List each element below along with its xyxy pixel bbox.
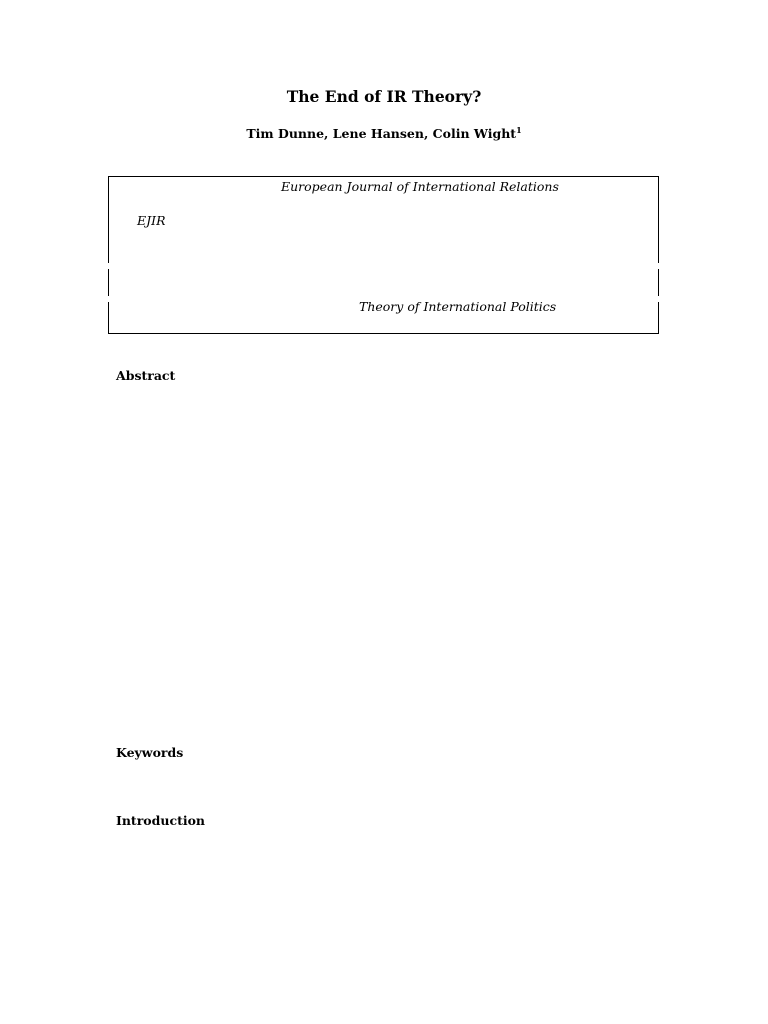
book-title: Theory of International Politics xyxy=(359,299,557,314)
editorial-note-box xyxy=(108,176,659,334)
box-border-gap xyxy=(107,263,110,269)
abstract-heading: Abstract xyxy=(116,368,176,383)
introduction-heading: Introduction xyxy=(116,813,206,828)
box-border-gap xyxy=(657,263,660,269)
author-names: Tim Dunne, Lene Hansen, Colin Wight xyxy=(246,126,517,141)
keywords-heading: Keywords xyxy=(116,745,184,760)
author-footnote-marker: 1 xyxy=(516,124,522,135)
journal-name: European Journal of International Relations xyxy=(281,179,559,194)
paper-title: The End of IR Theory? xyxy=(286,87,482,106)
box-border-gap xyxy=(657,296,660,302)
journal-abbreviation: EJIR xyxy=(137,213,166,228)
paper-authors xyxy=(0,125,768,142)
box-border-gap xyxy=(107,296,110,302)
